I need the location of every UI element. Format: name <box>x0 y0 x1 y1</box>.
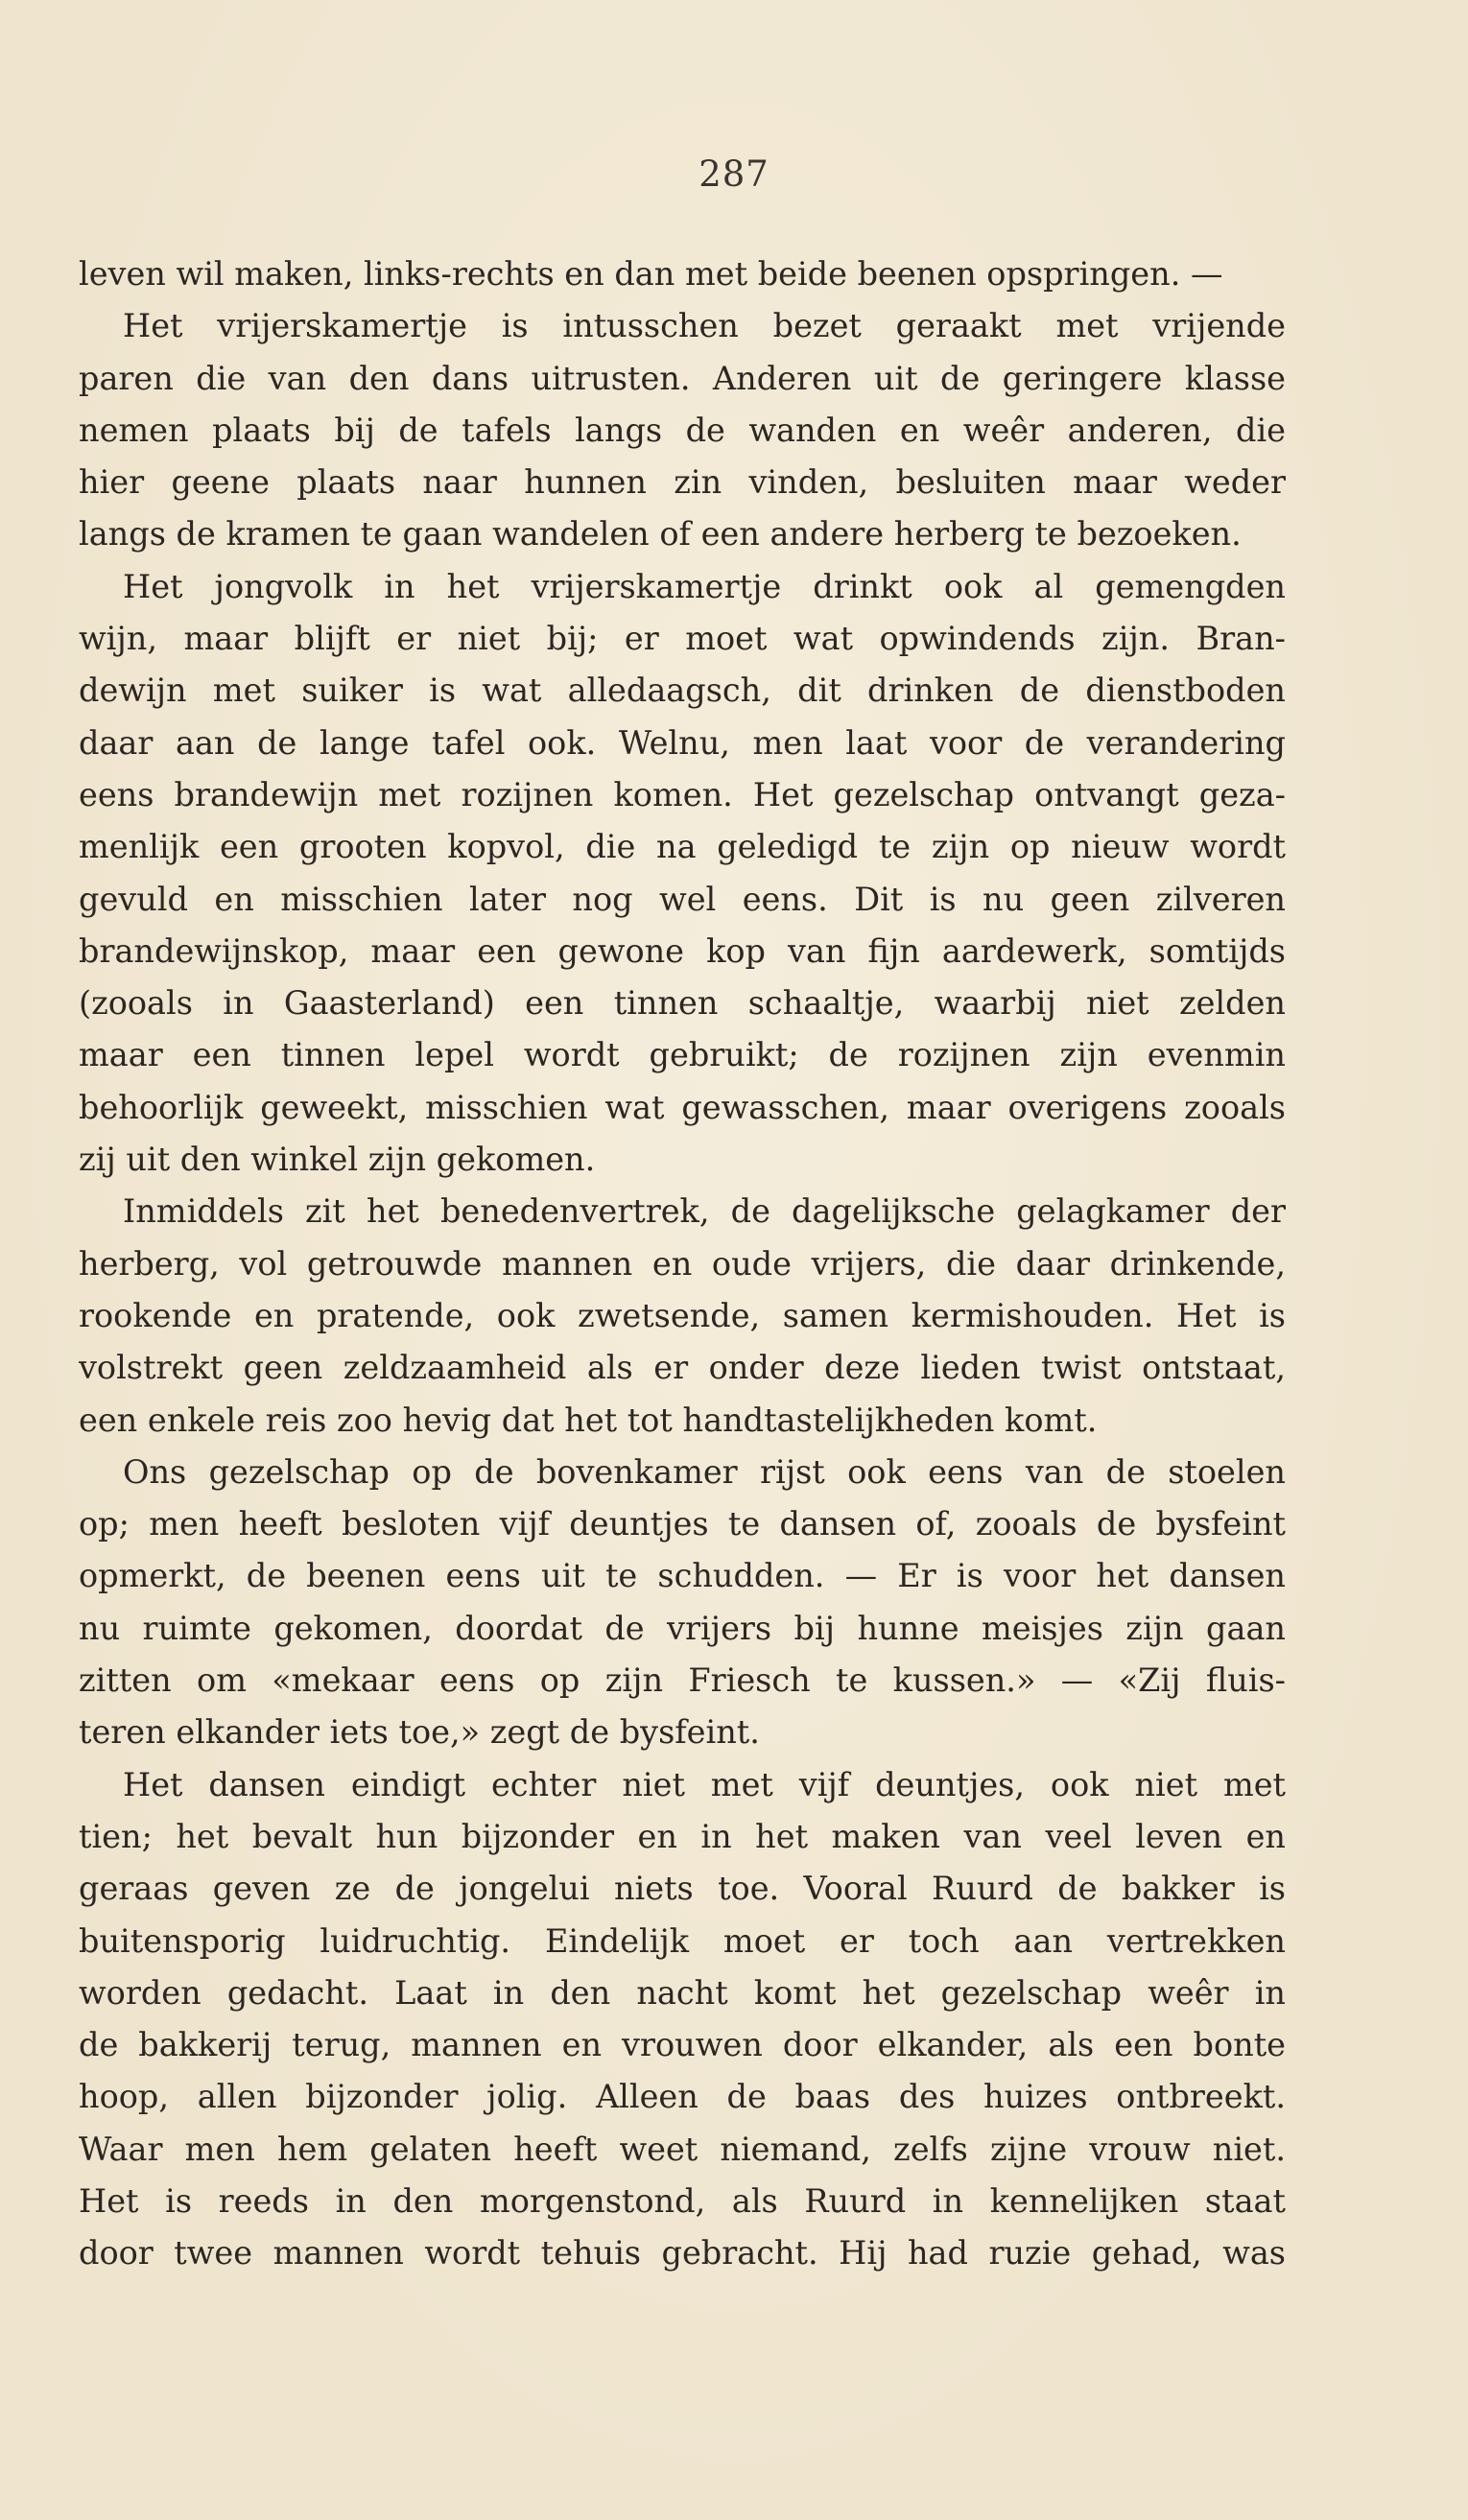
page-number: 287 <box>698 153 770 195</box>
text-line: Het dansen eindigt echter niet met vijf deuntjes, ook niet met <box>123 1765 1286 1803</box>
text-line: hier geene plaats naar hunnen zin vinden, besluiten maar weder <box>79 463 1286 502</box>
text-line: Ons gezelschap op de bovenkamer rijst ook eens van de stoelen <box>123 1452 1286 1491</box>
text-line: nu ruimte gekomen, doordat de vrijers bij hunne meisjes zijn gaan <box>79 1609 1286 1647</box>
text-line: daar aan de lange tafel ook. Welnu, men laat voor de verandering <box>79 723 1286 762</box>
text-line: herberg, vol getrouwde mannen en oude vrijers, die daar drinkende, <box>79 1244 1286 1283</box>
text-line: Het jongvolk in het vrijerskamertje drinkt ook al gemengden <box>123 567 1286 605</box>
text-line: opmerkt, de beenen eens uit te schudden. — Er is voor het dansen <box>79 1557 1286 1595</box>
text-line: langs de kramen te gaan wandelen of een andere herberg te bezoeken. <box>79 515 1242 553</box>
text-line: paren die van den dans uitrusten. Anderen uit de geringere klasse <box>79 359 1286 397</box>
text-line: zij uit den winkel zijn gekomen. <box>79 1141 596 1179</box>
text-line: buitensporig luidruchtig. Eindelijk moet er toch aan vertrekken <box>79 1921 1286 1960</box>
text-line: hoop, allen bijzonder jolig. Alleen de baas des huizes ontbreekt. <box>79 2078 1286 2116</box>
text-line: nemen plaats bij de tafels langs de wanden en weêr anderen, die <box>79 411 1286 449</box>
text-line: zitten om «mekaar eens op zijn Friesch te kussen.» — «Zij fluis- <box>79 1661 1286 1700</box>
text-line: rookende en pratende, ook zwetsende, samen kermishouden. Het is <box>79 1296 1286 1334</box>
text-line: volstrekt geen zeldzaamheid als er onder deze lieden twist ontstaat, <box>79 1349 1286 1387</box>
text-line: een enkele reis zoo hevig dat het tot handtastelijkheden komt. <box>79 1401 1098 1439</box>
text-line: dewijn met suiker is wat alledaagsch, dit drinken de dienstboden <box>79 671 1286 710</box>
text-line: Het vrijerskamertje is intusschen bezet geraakt met vrijende <box>123 307 1286 345</box>
text-line: behoorlijk geweekt, misschien wat gewasschen, maar overigens zooals <box>79 1088 1286 1126</box>
text-line: brandewijnskop, maar een gewone kop van fijn aardewerk, somtijds <box>79 931 1286 970</box>
text-line: Waar men hem gelaten heeft weet niemand, zelfs zijne vrouw niet. <box>79 2130 1286 2168</box>
text-line: wijn, maar blijft er niet bij; er moet wat opwindends zijn. Bran- <box>79 620 1286 658</box>
text-line: de bakkerij terug, mannen en vrouwen door elkander, als een bonte <box>79 2026 1286 2064</box>
body-text <box>79 248 1286 2280</box>
text-line: leven wil maken, links-rechts en dan met beide beenen opspringen. — <box>79 255 1223 293</box>
text-line: gevuld en misschien later nog wel eens. Dit is nu geen zilveren <box>79 880 1286 918</box>
text-line: door twee mannen wordt tehuis gebracht. Hij had ruzie gehad, was <box>79 2234 1286 2273</box>
text-line: maar een tinnen lepel wordt gebruikt; de rozijnen zijn evenmin <box>79 1036 1286 1074</box>
text-line: (zooals in Gaasterland) een tinnen schaaltje, waarbij niet zelden <box>79 984 1286 1023</box>
text-line: Het is reeds in den morgenstond, als Ruurd in kennelijken staat <box>79 2181 1286 2220</box>
text-line: Inmiddels zit het benedenvertrek, de dagelijksche gelagkamer der <box>123 1192 1286 1231</box>
text-line: geraas geven ze de jongelui niets toe. Vooral Ruurd de bakker is <box>79 1870 1286 1908</box>
text-line: op; men heeft besloten vijf deuntjes te dansen of, zooals de bysfeint <box>79 1505 1286 1543</box>
text-line: teren elkander iets toe,» zegt de bysfeint. <box>79 1713 760 1752</box>
text-line: menlijk een grooten kopvol, die na geledigd te zijn op nieuw wordt <box>79 828 1286 866</box>
text-line: worden gedacht. Laat in den nacht komt het gezelschap weêr in <box>79 1973 1286 2012</box>
text-line: eens brandewijn met rozijnen komen. Het gezelschap ontvangt geza- <box>79 775 1286 813</box>
text-line: tien; het bevalt hun bijzonder en in het maken van veel leven en <box>79 1817 1286 1855</box>
